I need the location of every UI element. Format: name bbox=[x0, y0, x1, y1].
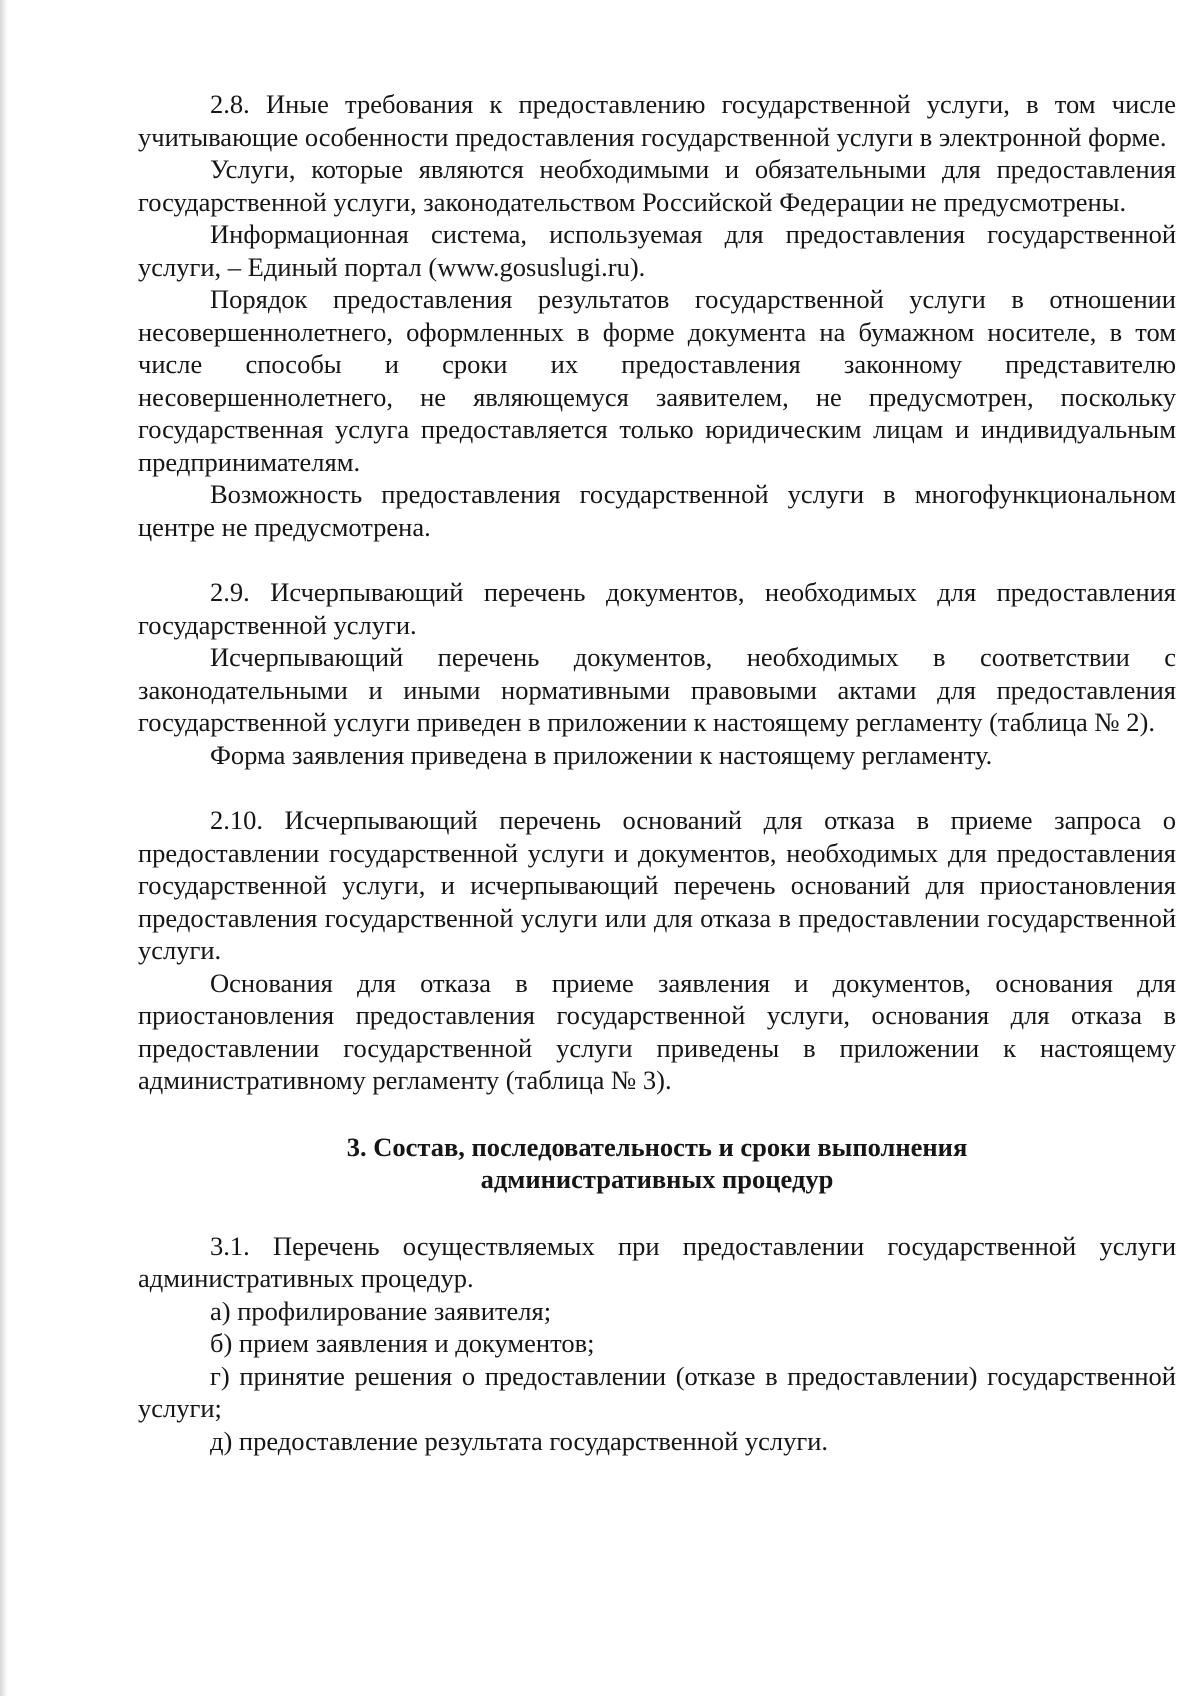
scan-edge-shadow bbox=[0, 0, 8, 1696]
list-item-a: а) профилирование заявителя; bbox=[210, 1295, 552, 1326]
section-2-8-paragraph-4: Возможность предоставления государственной услуги в многофункциональном центре не предусмотрена. bbox=[138, 479, 1176, 542]
section-3-1-heading: 3.1. Перечень осуществляемых при предоставлении государственной услуги административных процедур. bbox=[138, 1230, 1176, 1293]
section-2-10-paragraph-1: Основания для отказа в приеме заявления и документов, основания для приостановления предоставления государственной услуги, основания для отказа в предоставлении государственной услуги приведены в приложении к настоящему административному регламенту (таблица № 3). bbox=[138, 967, 1176, 1095]
section-2-9-heading: 2.9. Исчерпывающий перечень документов, необходимых для предоставления государственной услуги. bbox=[138, 577, 1176, 640]
section-3-title-line-2: административных процедур bbox=[480, 1164, 834, 1194]
section-3-title-line-1: 3. Состав, последовательность и сроки выполнения bbox=[346, 1131, 968, 1162]
section-2-9-paragraph-2: Форма заявления приведена в приложении к настоящему регламенту. bbox=[210, 739, 993, 770]
section-2-9-paragraph-1: Исчерпывающий перечень документов, необходимых в соответствии с законодательными и иными нормативными правовыми актами для предоставления государственной услуги приведен в приложении к настоящему регламенту (таблица № 2). bbox=[138, 642, 1176, 737]
section-2-8-paragraph-1: Услуги, которые являются необходимыми и обязательными для предоставления государственной услуги, законодательством Российской Федерации не предусмотрены. bbox=[138, 154, 1176, 217]
list-item-d: д) предоставление результата государственной услуги. bbox=[210, 1425, 829, 1456]
document-page bbox=[138, 88, 1176, 1457]
section-2-8-paragraph-3: Порядок предоставления результатов государственной услуги в отношении несовершеннолетнего, оформленных в форме документа на бумажном носителе, в том числе способы и сроки их предоставления законному представителю несовершеннолетнего, не являющемуся заявителем, не предусмотрен, поскольку государственная услуга предоставляется только юридическим лицам и индивидуальным предпринимателям. bbox=[138, 284, 1176, 477]
section-3-title bbox=[138, 1131, 1176, 1196]
section-2-8-heading: 2.8. Иные требования к предоставлению государственной услуги, в том числе учитывающие особенности предоставления государственной услуги в электронной форме. bbox=[138, 89, 1176, 152]
section-2-10-heading: 2.10. Исчерпывающий перечень оснований для отказа в приеме запроса о предоставлении государственной услуги и документов, необходимых для предоставления государственной услуги, и исчерпывающий перечень оснований для приостановления предоставления государственной услуги или для отказа в предоставлении государственной услуги. bbox=[138, 805, 1176, 965]
list-item-g: г) принятие решения о предоставлении (отказе в предоставлении) государственной услуги; bbox=[138, 1360, 1176, 1423]
section-2-8-paragraph-2: Информационная система, используемая для предоставления государственной услуги, – Единый портал (www.gosuslugi.ru). bbox=[138, 219, 1176, 282]
list-item-b: б) прием заявления и документов; bbox=[210, 1328, 595, 1358]
